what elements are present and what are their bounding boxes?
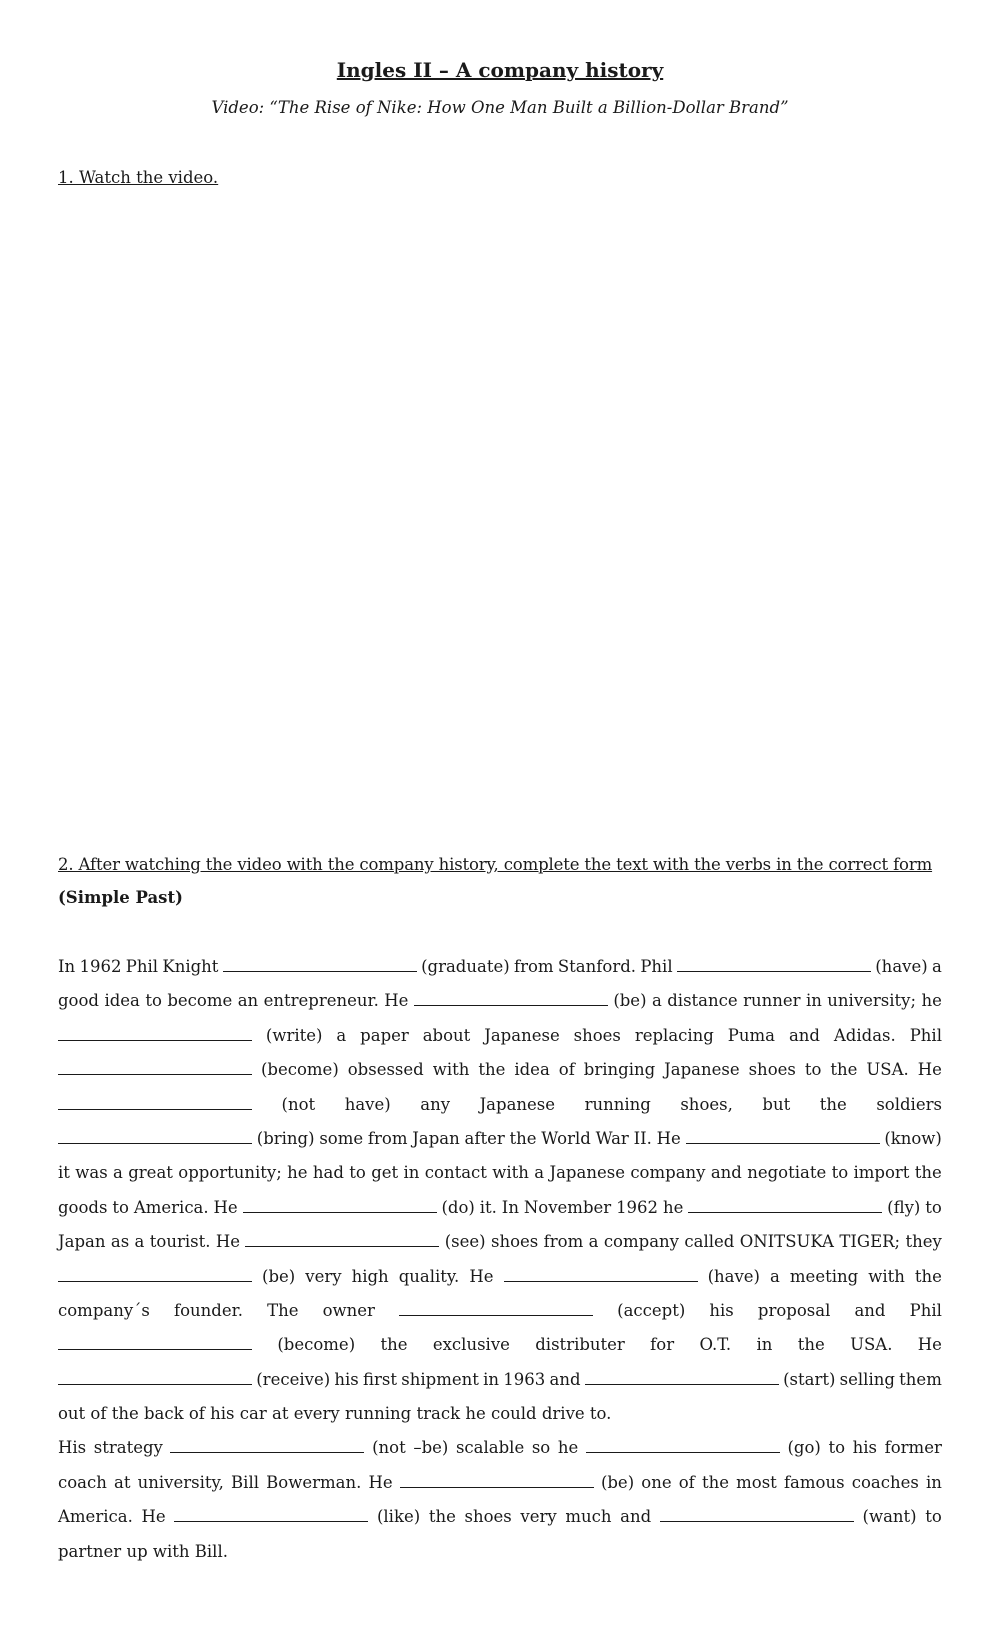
exercise-word: runner — [743, 991, 801, 1011]
exercise-word: he — [287, 1163, 308, 1183]
exercise-word: shoes — [464, 1507, 512, 1527]
exercise-word: coaches — [851, 1472, 919, 1492]
exercise-word: Phil — [640, 957, 673, 976]
exercise-word: (become) — [260, 1060, 339, 1080]
exercise-word: the — [428, 1507, 456, 1527]
exercise-word: a — [534, 1163, 545, 1183]
exercise-word: (see) — [444, 1232, 486, 1252]
exercise-word: some — [319, 1128, 364, 1148]
exercise-line — [58, 1260, 942, 1294]
exercise-word: contact — [424, 1163, 487, 1183]
exercise-word: (write) — [265, 1025, 323, 1045]
exercise-word: Phil — [909, 1025, 942, 1045]
exercise-word: (not — [281, 1094, 316, 1114]
exercise-word: 1962 — [616, 1197, 659, 1217]
exercise-line — [58, 1500, 942, 1534]
exercise-word: most — [736, 1472, 777, 1492]
exercise-word: (receive) — [256, 1369, 331, 1389]
answer-blank[interactable] — [504, 1267, 698, 1282]
video-subtitle: Video: “The Rise of Nike: How One Man Built a Billion-Dollar Brand” — [211, 98, 789, 117]
exercise-word: the — [830, 1060, 858, 1080]
exercise-word: goods — [58, 1197, 108, 1217]
answer-blank[interactable] — [58, 1026, 252, 1041]
exercise-line — [58, 1122, 942, 1156]
video-embed-area[interactable] — [58, 205, 942, 845]
exercise-word: In — [501, 1197, 519, 1217]
exercise-word: shoes — [573, 1025, 621, 1045]
exercise-word: Stanford. — [557, 957, 637, 976]
exercise-word: proposal — [757, 1300, 831, 1320]
exercise-word: (like) — [376, 1507, 421, 1527]
exercise-word: he — [921, 991, 942, 1011]
exercise-word: negotiate — [747, 1163, 827, 1183]
exercise-word: –be) — [413, 1438, 449, 1458]
answer-blank[interactable] — [58, 1060, 252, 1075]
exercise-word: exclusive — [432, 1335, 510, 1355]
exercise-word: first — [363, 1369, 398, 1389]
exercise-word: of — [678, 1472, 695, 1492]
exercise-word: and — [854, 1300, 886, 1320]
exercise-word: it — [58, 1163, 70, 1183]
exercise-word: so — [531, 1438, 551, 1458]
exercise-word: with — [868, 1266, 905, 1286]
exercise-word: in — [925, 1472, 942, 1492]
exercise-word: the — [819, 1094, 847, 1114]
exercise-word: Japanese — [479, 1094, 556, 1114]
exercise-word: (graduate) — [421, 957, 510, 976]
exercise-word: (do) — [441, 1197, 475, 1217]
exercise-word: The — [267, 1300, 299, 1320]
exercise-word: very — [520, 1507, 557, 1527]
exercise-word: company´s — [58, 1300, 150, 1320]
exercise-word: World — [541, 1128, 591, 1148]
answer-blank[interactable] — [400, 1473, 594, 1488]
exercise-word: the — [797, 1335, 825, 1355]
exercise-word: from — [513, 957, 554, 976]
exercise-word: he — [557, 1438, 579, 1458]
exercise-word: about — [422, 1025, 471, 1045]
exercise-word: was — [75, 1163, 108, 1183]
exercise-word: He — [368, 1472, 393, 1492]
exercise-word: famous — [783, 1472, 845, 1492]
exercise-word: Knight — [162, 957, 219, 976]
exercise-word: and — [620, 1507, 652, 1527]
answer-blank[interactable] — [58, 1267, 252, 1282]
fill-in-the-blank-exercise — [58, 950, 942, 1569]
exercise-word: He — [215, 1232, 240, 1252]
exercise-word: idea — [514, 1060, 550, 1080]
exercise-word: a — [770, 1266, 780, 1286]
exercise-word: (become) — [277, 1335, 356, 1355]
exercise-word: the — [914, 1266, 942, 1286]
exercise-word: He — [213, 1197, 238, 1217]
exercise-line — [58, 1225, 942, 1259]
answer-blank[interactable] — [58, 1370, 252, 1385]
exercise-word: they — [905, 1232, 942, 1252]
answer-blank[interactable] — [243, 1198, 437, 1213]
exercise-word: shoes — [748, 1060, 796, 1080]
exercise-line — [58, 1191, 942, 1225]
exercise-word: He — [917, 1060, 942, 1080]
exercise-word: the — [914, 1163, 942, 1183]
exercise-word: America. — [58, 1507, 133, 1527]
exercise-word: to — [804, 1060, 822, 1080]
answer-blank[interactable] — [174, 1507, 368, 1522]
exercise-word: Japanese — [484, 1025, 560, 1045]
exercise-word: in — [805, 991, 822, 1011]
exercise-word: a — [134, 1232, 145, 1252]
exercise-word: a — [588, 1232, 599, 1252]
exercise-word: meeting — [789, 1266, 859, 1286]
exercise-word: in — [483, 1369, 500, 1389]
exercise-word: after — [464, 1128, 505, 1148]
exercise-word: ONITSUKA — [739, 1232, 834, 1252]
answer-blank[interactable] — [686, 1129, 880, 1144]
exercise-word: company — [603, 1232, 679, 1252]
exercise-word: He — [469, 1266, 494, 1286]
exercise-word: to — [925, 1197, 942, 1217]
exercise-word: coach — [58, 1472, 107, 1492]
exercise-word: scalable — [455, 1438, 525, 1458]
exercise-word: entrepreneur. — [263, 991, 379, 1011]
section-2-instruction: 2. After watching the video with the company history, complete the text with the verbs in the correct form — [58, 855, 933, 874]
exercise-word: any — [420, 1094, 451, 1114]
section-1-heading: 1. Watch the video. — [58, 168, 219, 187]
tense-label: (Simple Past) — [58, 888, 183, 907]
exercise-word: He — [656, 1128, 681, 1148]
answer-blank[interactable] — [170, 1438, 364, 1453]
exercise-word: to — [925, 1507, 942, 1527]
exercise-line — [58, 1535, 942, 1569]
exercise-word: an — [237, 991, 259, 1011]
exercise-word: his — [852, 1438, 878, 1458]
exercise-word: a — [336, 1025, 347, 1045]
exercise-word: Adidas. — [833, 1025, 896, 1045]
exercise-word: obsessed — [347, 1060, 424, 1080]
exercise-word: USA. — [866, 1060, 909, 1080]
exercise-word: he — [662, 1197, 684, 1217]
answer-blank[interactable] — [586, 1438, 780, 1453]
exercise-word: Japan — [412, 1128, 460, 1148]
exercise-word: Puma — [727, 1025, 776, 1045]
exercise-line — [58, 1466, 942, 1500]
exercise-line — [58, 1431, 942, 1465]
exercise-word: former — [884, 1438, 942, 1458]
exercise-line — [58, 1397, 942, 1431]
exercise-word: (start) — [783, 1369, 836, 1389]
exercise-word: opportunity; — [178, 1163, 282, 1183]
exercise-word: (bring) — [256, 1128, 315, 1148]
answer-blank[interactable] — [58, 1335, 252, 1350]
exercise-word: university; — [827, 991, 917, 1011]
exercise-word: He — [141, 1507, 166, 1527]
exercise-word: tourist. — [149, 1232, 211, 1252]
exercise-word: for — [650, 1335, 675, 1355]
exercise-word: (want) — [862, 1507, 917, 1527]
exercise-word: university, — [137, 1472, 224, 1492]
exercise-line — [58, 1328, 942, 1362]
exercise-word: have) — [344, 1094, 391, 1114]
answer-blank[interactable] — [245, 1232, 439, 1247]
answer-blank[interactable] — [223, 957, 417, 972]
exercise-word: He — [917, 1335, 942, 1355]
exercise-word: paper — [360, 1025, 409, 1045]
exercise-word: but — [762, 1094, 791, 1114]
exercise-word: and — [788, 1025, 820, 1045]
exercise-word: idea — [104, 991, 140, 1011]
exercise-word: to — [831, 1163, 849, 1183]
exercise-word: Phil — [909, 1300, 942, 1320]
exercise-word: shoes, — [680, 1094, 733, 1114]
exercise-word: Bowerman. — [266, 1472, 362, 1492]
exercise-word: Bill — [231, 1472, 260, 1492]
exercise-word: good — [58, 991, 99, 1011]
exercise-word: Japan — [58, 1232, 106, 1252]
exercise-word: a — [932, 957, 942, 976]
exercise-word: with — [432, 1060, 470, 1080]
exercise-word: He — [384, 991, 409, 1011]
exercise-word: (have) — [875, 957, 928, 976]
exercise-word: in — [756, 1335, 773, 1355]
exercise-word: November — [523, 1197, 612, 1217]
exercise-word: from — [367, 1128, 408, 1148]
exercise-word: replacing — [634, 1025, 714, 1045]
exercise-word: much — [565, 1507, 612, 1527]
exercise-word: it. — [479, 1197, 497, 1217]
exercise-word: get — [371, 1163, 399, 1183]
exercise-line — [58, 1019, 942, 1053]
exercise-word: high — [351, 1266, 389, 1286]
exercise-word: very — [305, 1266, 342, 1286]
exercise-word: TIGER; — [839, 1232, 901, 1252]
exercise-word: (not — [372, 1438, 406, 1458]
exercise-word: (fly) — [887, 1197, 921, 1217]
exercise-word: one — [641, 1472, 672, 1492]
exercise-line — [58, 1088, 942, 1122]
exercise-word: company — [630, 1163, 706, 1183]
exercise-word: them — [899, 1369, 942, 1389]
exercise-word: his — [334, 1369, 359, 1389]
exercise-word: to — [145, 991, 162, 1011]
exercise-word: His — [58, 1438, 87, 1458]
exercise-word: In — [58, 957, 76, 976]
exercise-word: selling — [839, 1369, 895, 1389]
exercise-word: out of the back of his car at every running track he could drive to. — [58, 1404, 612, 1424]
exercise-word: of — [558, 1060, 575, 1080]
exercise-word: founder. — [174, 1300, 243, 1320]
exercise-word: to — [349, 1163, 366, 1183]
exercise-line — [58, 1363, 942, 1397]
page-title: Ingles II – A company history — [336, 58, 664, 82]
answer-blank[interactable] — [677, 957, 871, 972]
exercise-word: strategy — [93, 1438, 163, 1458]
exercise-word: the — [380, 1335, 408, 1355]
exercise-word: bringing — [583, 1060, 656, 1080]
exercise-word: (have) — [707, 1266, 760, 1286]
answer-blank[interactable] — [414, 991, 608, 1006]
exercise-line — [58, 1053, 942, 1087]
exercise-line — [58, 950, 942, 984]
exercise-word: had — [312, 1163, 344, 1183]
exercise-word: to — [828, 1438, 846, 1458]
exercise-word: the — [478, 1060, 506, 1080]
exercise-word: from — [543, 1232, 584, 1252]
exercise-word: as — [110, 1232, 130, 1252]
exercise-line — [58, 984, 942, 1018]
exercise-word: Japanese — [549, 1163, 625, 1183]
exercise-word: (go) — [787, 1438, 821, 1458]
exercise-word: his — [709, 1300, 734, 1320]
exercise-word: distributer — [535, 1335, 625, 1355]
exercise-word: a — [651, 991, 662, 1011]
exercise-word: with — [492, 1163, 529, 1183]
exercise-word: 1962 — [79, 957, 122, 976]
exercise-word: (accept) — [617, 1300, 686, 1320]
exercise-word: partner up with Bill. — [58, 1541, 228, 1561]
exercise-word: Japanese — [664, 1060, 740, 1080]
exercise-word: become — [167, 991, 233, 1011]
exercise-line — [58, 1294, 942, 1328]
exercise-word: shoes — [491, 1232, 539, 1252]
exercise-word: a — [113, 1163, 123, 1183]
exercise-word: and — [549, 1369, 581, 1389]
answer-blank[interactable] — [58, 1129, 252, 1144]
exercise-word: at — [114, 1472, 131, 1492]
exercise-word: USA. — [850, 1335, 893, 1355]
answer-blank[interactable] — [660, 1507, 854, 1522]
exercise-word: War — [595, 1128, 629, 1148]
exercise-word: quality. — [398, 1266, 460, 1286]
exercise-line — [58, 1156, 942, 1190]
exercise-word: great — [128, 1163, 173, 1183]
exercise-word: import — [853, 1163, 910, 1183]
exercise-word: O.T. — [699, 1335, 732, 1355]
exercise-word: running — [584, 1094, 651, 1114]
exercise-word: shipment — [401, 1369, 479, 1389]
exercise-word: called — [684, 1232, 735, 1252]
answer-blank[interactable] — [585, 1370, 779, 1385]
exercise-word: II. — [633, 1128, 652, 1148]
exercise-word: (be) — [600, 1472, 635, 1492]
exercise-word: and — [710, 1163, 742, 1183]
exercise-word: in — [403, 1163, 420, 1183]
answer-blank[interactable] — [58, 1095, 252, 1110]
exercise-word: (be) — [613, 991, 647, 1011]
exercise-word: soldiers — [876, 1094, 942, 1114]
exercise-word: the — [701, 1472, 729, 1492]
exercise-word: Phil — [125, 957, 159, 976]
exercise-word: America. — [133, 1197, 209, 1217]
exercise-word: distance — [667, 991, 738, 1011]
exercise-word: the — [509, 1128, 537, 1148]
exercise-word: (know) — [884, 1128, 942, 1148]
answer-blank[interactable] — [688, 1198, 882, 1213]
exercise-word: to — [112, 1197, 129, 1217]
exercise-word: owner — [322, 1300, 375, 1320]
answer-blank[interactable] — [399, 1301, 593, 1316]
exercise-word: (be) — [262, 1266, 296, 1286]
exercise-word: 1963 — [503, 1369, 546, 1389]
